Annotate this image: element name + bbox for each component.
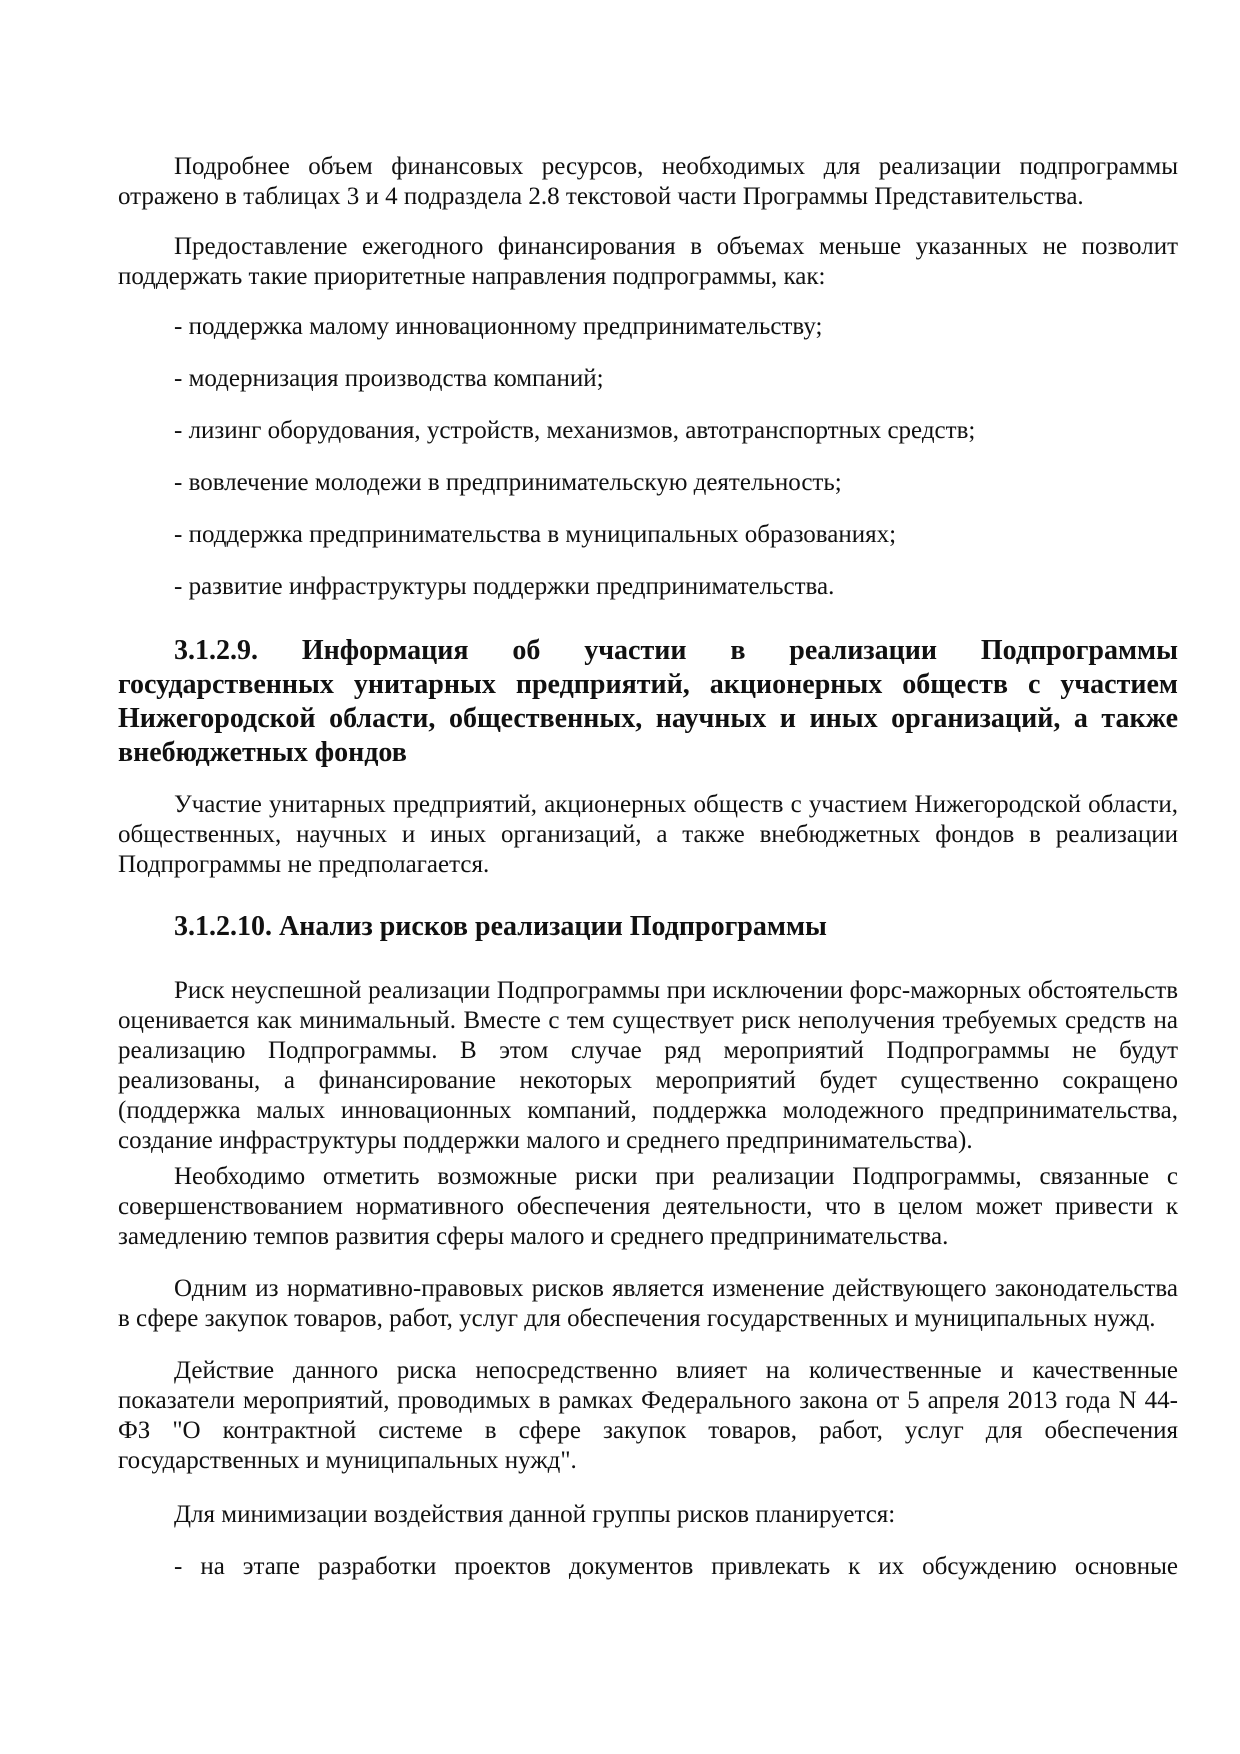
paragraph-risk-1: Риск неуспешной реализации Подпрограммы при исключении форс-мажорных обстоятельств оценивается как минимальный. Вместе с тем существует риск неполучения требуемых средств на реализацию Подпрограммы. В этом случае ряд мероприятий Подпрограммы не будут реализованы, а финансирование некоторых мероприятий будет существенно сокращено (поддержка малых инновационных компаний, поддержка молодежного предпринимательства, создание инфраструктуры поддержки малого и среднего предпринимательства). xyxy=(118,977,1178,1154)
paragraph-funding: Предоставление ежегодного финансирования в объемах меньше указанных не позволит поддержать такие приоритетные направления подпрограммы, как: xyxy=(118,233,1178,290)
list-item: - поддержка предпринимательства в муниципальных образованиях; xyxy=(174,521,897,548)
section-heading-risks: 3.1.2.10. Анализ рисков реализации Подпрограммы xyxy=(174,911,827,942)
list-item: - вовлечение молодежи в предпринимательскую деятельность; xyxy=(174,469,842,496)
paragraph-last: - на этапе разработки проектов документов привлекать к их обсуждению основные xyxy=(174,1553,1178,1580)
paragraph-risk-2: Необходимо отметить возможные риски при реализации Подпрограммы, связанные с совершенствованием нормативного обеспечения деятельности, что в целом может привести к замедлению темпов развития сферы малого и среднего предпринимательства. xyxy=(118,1163,1178,1250)
paragraph-risk-4: Действие данного риска непосредственно влияет на количественные и качественные показатели мероприятий, проводимых в рамках Федерального закона от 5 апреля 2013 года N 44-ФЗ "О контрактной системе в сфере закупок товаров, работ, услуг для обеспечения государственных и муниципальных нужд". xyxy=(118,1357,1178,1474)
list-item: - развитие инфраструктуры поддержки предпринимательства. xyxy=(174,573,835,600)
list-item: - лизинг оборудования, устройств, механизмов, автотранспортных средств; xyxy=(174,417,976,444)
paragraph-participation: Участие унитарных предприятий, акционерных обществ с участием Нижегородской области, общественных, научных и иных организаций, а также внебюджетных фондов в реализации Подпрограммы не предполагается. xyxy=(118,791,1178,878)
list-item: - модернизация производства компаний; xyxy=(174,365,604,392)
paragraph-resources: Подробнее объем финансовых ресурсов, необходимых для реализации подпрограммы отражено в таблицах 3 и 4 подраздела 2.8 текстовой части Программы Представительства. xyxy=(118,153,1178,210)
paragraph-minimize: Для минимизации воздействия данной группы рисков планируется: xyxy=(174,1501,896,1528)
paragraph-risk-3: Одним из нормативно-правовых рисков является изменение действующего законодательства в сфере закупок товаров, работ, услуг для обеспечения государственных и муниципальных нужд. xyxy=(118,1275,1178,1332)
section-heading-participation: 3.1.2.9. Информация об участии в реализации Подпрограммы государственных унитарных предприятий, акционерных обществ с участием Нижегородской области, общественных, научных и иных организаций, а также внебюджетных фондов xyxy=(118,635,1178,768)
list-item: - поддержка малому инновационному предпринимательству; xyxy=(174,313,823,340)
